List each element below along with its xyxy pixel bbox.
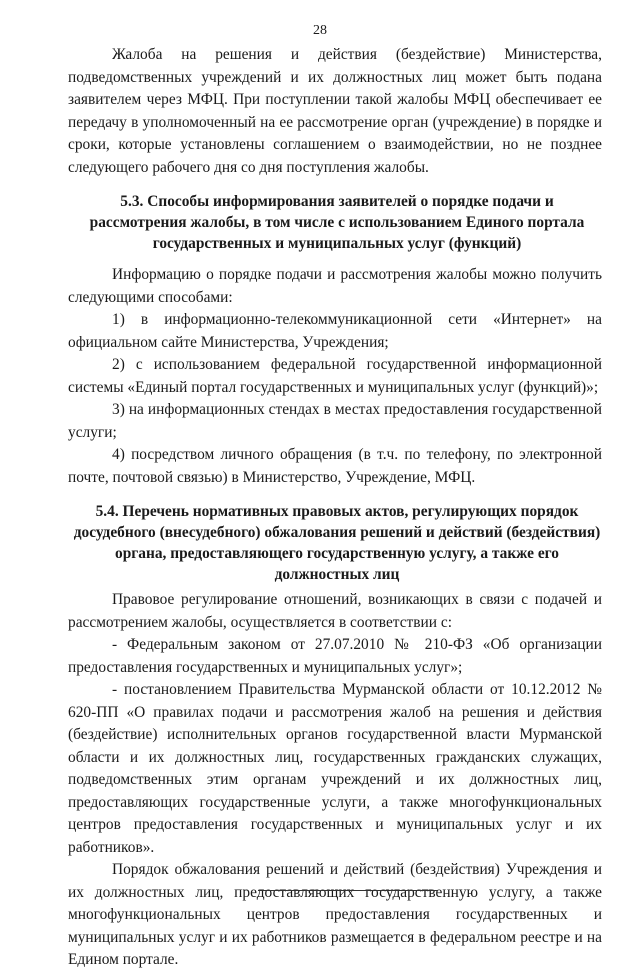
intro-paragraph: Жалоба на решения и действия (бездействие) Министерства, подведомственных учреждений и их должностных лиц может быть подана заявителем через МФЦ. При поступлении такой жалобы МФЦ обеспечивает ее передачу в уполномоченный на ее рассмотрение орган (учреждение) в порядке и сроки, которые установлены соглашением о взаимодействии, но не позднее следующего рабочего дня со дня поступления жалобы. xyxy=(68,46,602,176)
section-5-4-item-1: - Федеральным законом от 27.07.2010 № 210-ФЗ «Об организации предоставления государственных и муниципальных услуг»; xyxy=(68,636,602,676)
end-rule xyxy=(258,890,438,891)
section-5-4-intro: Правовое регулирование отношений, возникающих в связи с подачей и рассмотрением жалобы, осуществляется в соответствии с: xyxy=(68,591,602,631)
section-5-4-item-2: - постановлением Правительства Мурманской области от 10.12.2012 № 620-ПП «О правилах подачи и рассмотрения жалоб на решения и действия (бездействие) исполнительных органов государственной власти Мурманской области и их должностных лиц, государственных гражданских служащих, подведомственных этим органам учреждений и их должностных лиц, предоставляющих государственные услуги, а также многофункциональных центров предоставления государственных и муниципальных услуг и их работников». xyxy=(68,681,602,856)
section-5-3-heading: 5.3. Способы информирования заявителей о порядке подачи и рассмотрения жалобы, в том числе с использованием Единого портала государственных и муниципальных услуг (функций) xyxy=(89,193,585,252)
section-5-4-heading: 5.4. Перечень нормативных правовых актов, регулирующих порядок досудебного (внесудебного) обжалования решений и действий (бездействия) органа, предоставляющего государственную услугу, а также его должностных лиц xyxy=(73,503,601,583)
section-5-4-closing: Порядок обжалования решений и действий (бездействия) Учреждения и их должностных лиц, предоставляющих государственную услугу, а также многофункциональных центров предоставления государственных и муниципальных услуг и их работников размещается в федеральном реестре и на Едином портале. xyxy=(68,861,602,968)
section-5-3-intro: Информацию о порядке подачи и рассмотрения жалобы можно получить следующими способами: xyxy=(68,266,602,306)
section-5-3-item-4: 4) посредством личного обращения (в т.ч. по телефону, по электронной почте, почтовой связью) в Министерство, Учреждение, МФЦ. xyxy=(68,446,602,486)
page-number: 28 xyxy=(313,23,327,38)
section-5-3-item-2: 2) с использованием федеральной государственной информационной системы «Единый портал государственных и муниципальных услуг (функций)»; xyxy=(68,356,602,396)
section-5-3-item-3: 3) на информационных стендах в местах предоставления государственной услуги; xyxy=(68,401,602,441)
section-5-3-item-1: 1) в информационно-телекоммуникационной сети «Интернет» на официальном сайте Министерства, Учреждения; xyxy=(68,311,602,351)
